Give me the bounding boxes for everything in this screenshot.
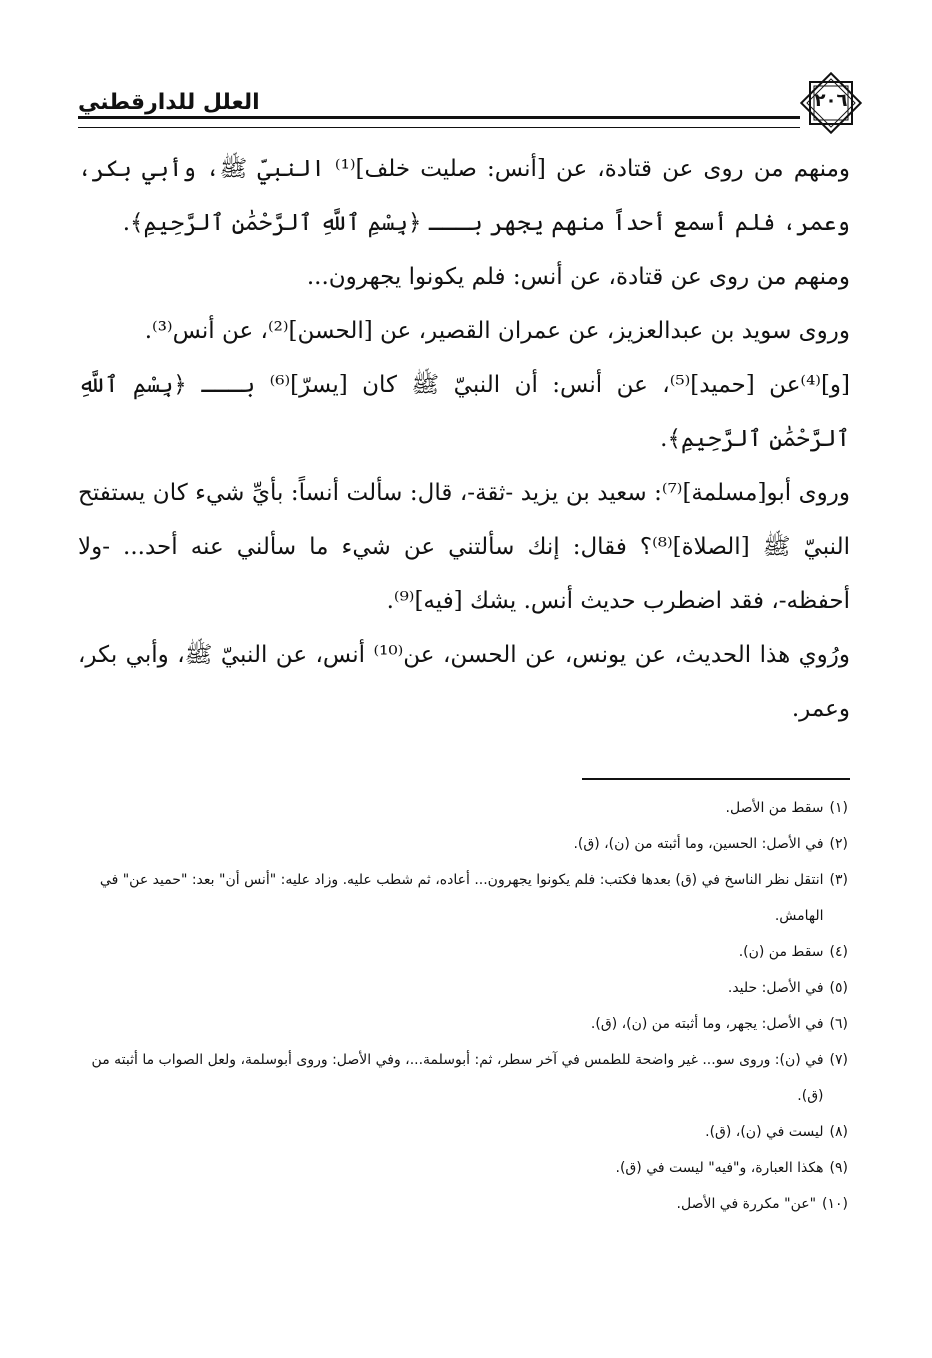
- footnote: [78, 934, 848, 970]
- footnote: [78, 826, 848, 862]
- footnote-number: (٧): [829, 1052, 848, 1068]
- footnote-text: في الأصل: الحسين، وما أثبته من (ن)، (ق).: [573, 836, 824, 852]
- footnote: [78, 970, 848, 1006]
- footnote-number: (١٠): [822, 1196, 848, 1212]
- footnote: [78, 1042, 848, 1114]
- footnote: [78, 1150, 848, 1186]
- footnote-text: "عن" مكررة في الأصل.: [676, 1196, 817, 1212]
- paragraph: ومنهم من روى عن قتادة، عن [أنس: صليت خلف]⁽¹⁾ النبيّ ﷺ، وأبي بكر، وعمر، فلم أسمع أحداً منهم يجهر بـــ ﴿بِسْمِ ٱللَّهِ ٱلرَّحْمَٰنِ ٱلرَّحِيمِ﴾.: [78, 156, 850, 236]
- page-number-badge: [800, 72, 862, 134]
- footnote-text: ليست في (ن)، (ق).: [705, 1124, 824, 1140]
- main-text: [78, 142, 850, 736]
- footnote: [78, 862, 848, 934]
- footnote-number: (٥): [829, 980, 848, 996]
- footnote: [78, 1114, 848, 1150]
- footnote-text: سقط من (ن).: [738, 944, 824, 960]
- footnote-number: (٨): [829, 1124, 848, 1140]
- paragraph: ومنهم من روى عن قتادة، عن أنس: فلم يكونوا يجهرون...: [306, 264, 850, 290]
- footnote-text: سقط من الأصل.: [725, 800, 824, 816]
- paragraph: [و]⁽⁴⁾عن [حميد]⁽⁵⁾، عن أنس: أن النبيّ ﷺ كان [يسرّ]⁽⁶⁾ بـــ ﴿بِسْمِ ٱللَّهِ ٱلرَّحْمَٰنِ ٱلرَّحِيمِ﴾.: [78, 372, 850, 452]
- footnote: [78, 790, 848, 826]
- paragraph: وروى أبو[مسلمة]⁽⁷⁾: سعيد بن يزيد -ثقة-، قال: سألت أنساً: بأيِّ شيء كان يستفتح النبيّ ﷺ [الصلاة]⁽⁸⁾؟ فقال: إنك سألتني عن شيء ما سألني عنه أحد... -ولا أحفظه-، فقد اضطرب حديث أنس. يشك [فيه]⁽⁹⁾.: [78, 480, 850, 614]
- footnote-text: في (ن): وروى سو... غير واضحة للطمس في آخر سطر، ثم: أبوسلمة...، وفي الأصل: وروى أبوسلمة، ولعل الصواب ما أثبته من (ق).: [91, 1052, 824, 1104]
- footnote-number: (٣): [829, 872, 848, 888]
- footnote-separator: [582, 778, 850, 780]
- paragraph: ورُوي هذا الحديث، عن يونس، عن الحسن، عن⁽¹⁰⁾ أنس، عن النبيّ ﷺ، وأبي بكر، وعمر.: [78, 642, 850, 722]
- header-rule: [78, 116, 800, 128]
- footnote-text: هكذا العبارة، و"فيه" ليست في (ق).: [615, 1160, 824, 1176]
- footnotes: [78, 790, 848, 1222]
- page-header: [78, 72, 862, 128]
- footnote-number: (١): [829, 800, 848, 816]
- page-number: ٢٠٦: [814, 90, 848, 111]
- footnote-number: (٩): [829, 1160, 848, 1176]
- footnote-number: (٤): [829, 944, 848, 960]
- footnote-number: (٦): [829, 1016, 848, 1032]
- paragraph: وروى سويد بن عبدالعزيز، عن عمران القصير، عن [الحسن]⁽²⁾، عن أنس⁽³⁾.: [144, 318, 850, 344]
- book-title: العلل للدارقطني: [78, 90, 260, 115]
- footnote-text: انتقل نظر الناسخ في (ق) بعدها فكتب: فلم يكونوا يجهرون... أعاده، ثم شطب عليه. وزاد عليه: "أنس أن" بعد: "حميد عن" في الهامش.: [99, 872, 824, 924]
- footnote-text: في الأصل: يجهر، وما أثبته من (ن)، (ق).: [590, 1016, 824, 1032]
- footnote: [78, 1006, 848, 1042]
- footnote-text: في الأصل: حليد.: [727, 980, 824, 996]
- footnote: [78, 1186, 848, 1222]
- footnote-number: (٢): [829, 836, 848, 852]
